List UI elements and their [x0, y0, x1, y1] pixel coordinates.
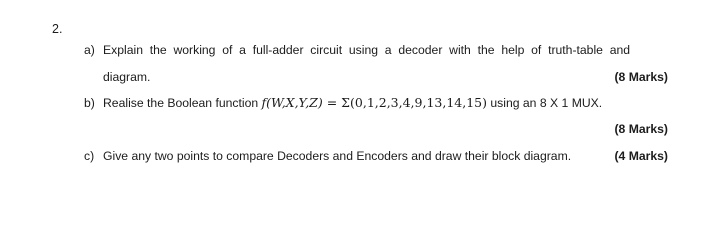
part-a-marks: (8 Marks) — [614, 70, 668, 84]
part-c-label: c) — [84, 149, 95, 163]
part-b-label: b) — [84, 96, 95, 110]
part-c-marks: (4 Marks) — [614, 149, 668, 163]
part-b-function-lhs: f(W,X,Y,Z) — [261, 95, 323, 110]
part-a-text-line2: diagram. — [103, 70, 151, 84]
part-b-text-after: using an 8 X 1 MUX. — [487, 96, 603, 110]
part-a-text-line1: Explain the working of a full-adder circuit using a decoder with the help of truth-table and — [103, 43, 631, 57]
part-b-equals: = — [322, 95, 342, 110]
part-a-label: a) — [84, 43, 95, 57]
part-b-text-before: Realise the Boolean function — [103, 96, 262, 110]
part-c-text: Give any two points to compare Decoders and Encoders and draw their block diagram. — [103, 149, 572, 163]
part-b-minterms: (0,1,2,3,4,9,13,14,15) — [350, 95, 487, 110]
part-b-sigma: Σ — [341, 95, 351, 110]
question-number: 2. — [52, 22, 63, 36]
part-b-text — [103, 95, 602, 110]
part-b-marks: (8 Marks) — [614, 122, 668, 136]
